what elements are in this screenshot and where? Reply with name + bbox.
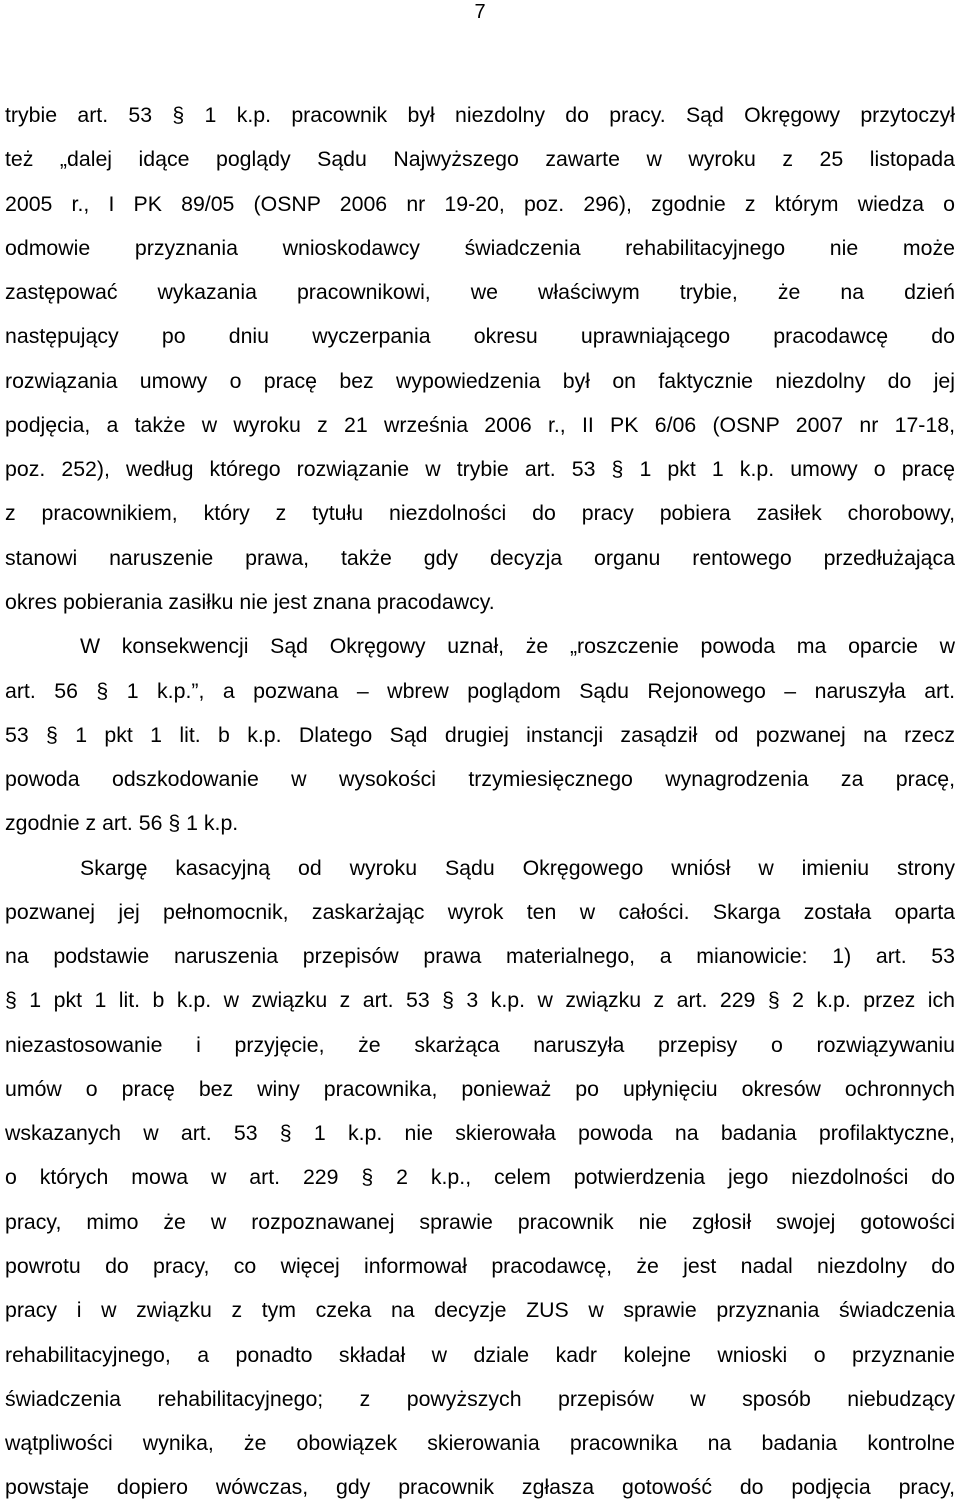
text-line: § 1 pkt 1 lit. b k.p. w związku z art. 53 § 3 k.p. w związku z art. 229 § 2 k.p. przez ich: [5, 988, 955, 1013]
text-line: z pracownikiem, który z tytułu niezdolności do pracy pobiera zasiłek chorobowy,: [5, 501, 955, 526]
text-line: powstaje dopiero wówczas, gdy pracownik zgłasza gotowość do podjęcia pracy,: [5, 1475, 955, 1500]
text-line: rehabilitacyjnego, a ponadto składał w dziale kadr kolejne wnioski o przyznanie: [5, 1342, 955, 1367]
text-line: pracy i w związku z tym czeka na decyzje ZUS w sprawie przyznania świadczenia: [5, 1298, 955, 1323]
text-line: podjęcia, a także w wyroku z 21 września 2006 r., II PK 6/06 (OSNP 2007 nr 17-18,: [5, 412, 955, 437]
text-line: wątpliwości wynika, że obowiązek skierowania pracownika na badania kontrolne: [5, 1431, 955, 1456]
text-line: 2005 r., I PK 89/05 (OSNP 2006 nr 19-20, poz. 296), zgodnie z którym wiedza o: [5, 191, 955, 216]
text-line: zgodnie z art. 56 § 1 k.p.: [5, 811, 239, 836]
text-line: wskazanych w art. 53 § 1 k.p. nie skierowała powoda na badania profilaktyczne,: [5, 1121, 955, 1146]
text-line: trybie art. 53 § 1 k.p. pracownik był niezdolny do pracy. Sąd Okręgowy przytoczył: [5, 103, 955, 127]
text-line: na podstawie naruszenia przepisów prawa materialnego, a mianowicie: 1) art. 53: [5, 944, 955, 969]
text-line: powrotu do pracy, co więcej informował pracodawcę, że jest nadal niezdolny do: [5, 1254, 955, 1279]
text-line: W konsekwencji Sąd Okręgowy uznał, że „roszczenie powoda ma oparcie w: [80, 634, 955, 659]
page-number: 7: [474, 1, 486, 23]
text-line: następujący po dniu wyczerpania okresu uprawniającego pracodawcę do: [5, 324, 955, 349]
text-line: odmowie przyznania wnioskodawcy świadczenia rehabilitacyjnego nie może: [5, 235, 955, 260]
text-line: Skargę kasacyjną od wyroku Sądu Okręgowego wniósł w imieniu strony: [80, 855, 955, 880]
text-line: zastępować wykazania pracownikowi, we właściwym trybie, że na dzień: [5, 280, 955, 305]
text-line: 53 § 1 pkt 1 lit. b k.p. Dlatego Sąd drugiej instancji zasądził od pozwanej na rzecz: [5, 722, 955, 747]
text-line: okres pobierania zasiłku nie jest znana pracodawcy.: [5, 589, 495, 614]
text-line: pozwanej jej pełnomocnik, zaskarżając wyrok ten w całości. Skarga została oparta: [5, 899, 955, 924]
text-line: art. 56 § 1 k.p.”, a pozwana – wbrew poglądom Sądu Rejonowego – naruszyła art.: [5, 678, 955, 703]
text-line: umów o pracę bez winy pracownika, ponieważ po upłynięciu okresów ochronnych: [5, 1076, 955, 1101]
text-line: też „dalej idące poglądy Sądu Najwyższego zawarte w wyroku z 25 listopada: [5, 147, 955, 172]
text-line: pracy, mimo że w rozpoznawanej sprawie pracownik nie zgłosił swojej gotowości: [5, 1209, 955, 1234]
text-line: świadczenia rehabilitacyjnego; z powyższych przepisów w sposób niebudzący: [5, 1386, 955, 1411]
text-line: powoda odszkodowanie w wysokości trzymiesięcznego wynagrodzenia za pracę,: [5, 767, 955, 792]
text-line: poz. 252), według którego rozwiązanie w trybie art. 53 § 1 pkt 1 k.p. umowy o pracę: [5, 457, 955, 482]
text-line: o których mowa w art. 229 § 2 k.p., celem potwierdzenia jego niezdolności do: [5, 1165, 955, 1190]
text-line: niezastosowanie i przyjęcie, że skarżąca naruszyła przepisy o rozwiązywaniu: [5, 1032, 955, 1057]
text-line: rozwiązania umowy o pracę bez wypowiedzenia był on faktycznie niezdolny do jej: [5, 368, 955, 393]
text-line: stanowi naruszenie prawa, także gdy decyzja organu rentowego przedłużająca: [5, 545, 955, 570]
